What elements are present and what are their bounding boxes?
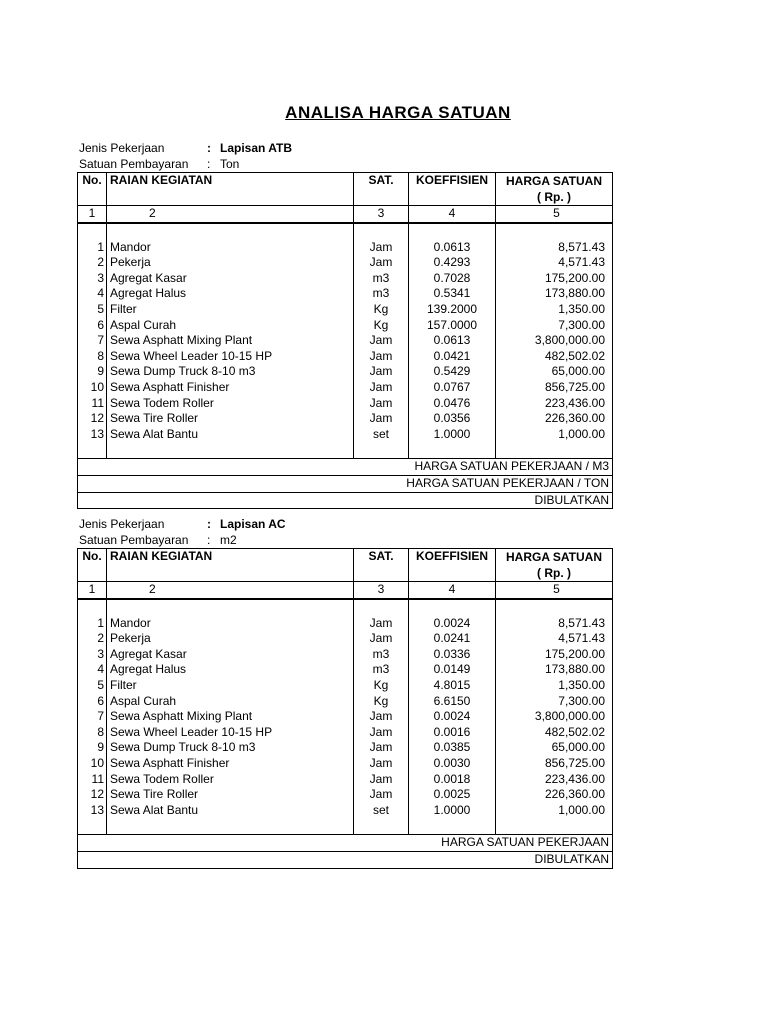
column-number: 2 — [107, 206, 354, 223]
row-harga: 3,800,000.00 — [496, 333, 613, 349]
row-sat: m3 — [354, 286, 409, 302]
summary-label: HARGA SATUAN PEKERJAAN / M3 — [78, 459, 613, 476]
section-ac — [77, 516, 609, 869]
table-row — [78, 678, 613, 694]
row-no: 8 — [78, 349, 107, 365]
row-koefisien: 4.8015 — [409, 678, 496, 694]
header-uraian: RAIAN KEGIATAN — [107, 549, 354, 582]
row-koefisien: 0.5429 — [409, 364, 496, 380]
row-no: 9 — [78, 364, 107, 380]
row-harga: 7,300.00 — [496, 694, 613, 710]
page-title: ANALISA HARGA SATUAN — [285, 103, 511, 122]
header-sat: SAT. — [354, 173, 409, 206]
analysis-table — [77, 172, 613, 509]
satuan-pembayaran-label: Satuan Pembayaran — [79, 533, 189, 547]
row-sat: Kg — [354, 678, 409, 694]
table-row — [78, 709, 613, 725]
table-row — [78, 411, 613, 427]
jenis-pekerjaan-value: Lapisan AC — [220, 517, 286, 531]
row-koefisien: 0.0336 — [409, 647, 496, 663]
row-uraian: Mandor — [107, 240, 354, 256]
satuan-pembayaran-value: m2 — [220, 533, 237, 547]
row-koefisien: 0.0024 — [409, 616, 496, 632]
row-uraian: Pekerja — [107, 631, 354, 647]
table-row — [78, 302, 613, 318]
row-uraian: Agregat Kasar — [107, 647, 354, 663]
row-sat: Jam — [354, 725, 409, 741]
row-sat: Jam — [354, 772, 409, 788]
row-no: 13 — [78, 803, 107, 819]
header-no: No. — [78, 549, 107, 582]
row-uraian: Mandor — [107, 616, 354, 632]
row-sat: Jam — [354, 364, 409, 380]
row-harga: 173,880.00 — [496, 662, 613, 678]
row-harga: 65,000.00 — [496, 364, 613, 380]
row-koefisien: 0.0767 — [409, 380, 496, 396]
summary-row — [78, 475, 613, 492]
header-no: No. — [78, 173, 107, 206]
row-no: 10 — [78, 380, 107, 396]
row-sat: Kg — [354, 318, 409, 334]
row-sat: Kg — [354, 302, 409, 318]
row-koefisien: 1.0000 — [409, 803, 496, 819]
row-sat: Jam — [354, 411, 409, 427]
column-number: 5 — [496, 206, 613, 223]
row-koefisien: 0.0030 — [409, 756, 496, 772]
row-no: 3 — [78, 647, 107, 663]
analysis-table — [77, 548, 613, 869]
row-harga: 8,571.43 — [496, 240, 613, 256]
row-koefisien: 0.0025 — [409, 787, 496, 803]
row-uraian: Sewa Tire Roller — [107, 787, 354, 803]
table-row — [78, 772, 613, 788]
summary-row — [78, 459, 613, 476]
table-row — [78, 631, 613, 647]
row-no: 2 — [78, 255, 107, 271]
row-sat: Kg — [354, 694, 409, 710]
table-row — [78, 616, 613, 632]
column-number: 1 — [78, 582, 107, 599]
row-sat: m3 — [354, 647, 409, 663]
row-harga: 7,300.00 — [496, 318, 613, 334]
row-koefisien: 0.0476 — [409, 396, 496, 412]
table-row — [78, 271, 613, 287]
satuan-pembayaran-colon: : — [207, 157, 211, 171]
row-harga: 856,725.00 — [496, 756, 613, 772]
column-number: 3 — [354, 206, 409, 223]
row-no: 7 — [78, 333, 107, 349]
row-harga: 3,800,000.00 — [496, 709, 613, 725]
table-row — [78, 364, 613, 380]
row-koefisien: 0.4293 — [409, 255, 496, 271]
table-row — [78, 787, 613, 803]
summary-row — [78, 492, 613, 509]
row-harga: 226,360.00 — [496, 411, 613, 427]
row-sat: Jam — [354, 631, 409, 647]
column-number-row — [78, 582, 613, 599]
row-koefisien: 0.0613 — [409, 240, 496, 256]
row-uraian: Sewa Asphatt Finisher — [107, 380, 354, 396]
row-sat: Jam — [354, 240, 409, 256]
row-uraian: Agregat Kasar — [107, 271, 354, 287]
table-row — [78, 694, 613, 710]
section-atb — [77, 140, 609, 509]
row-koefisien: 0.0016 — [409, 725, 496, 741]
table-row — [78, 740, 613, 756]
row-uraian: Aspal Curah — [107, 694, 354, 710]
row-no: 4 — [78, 286, 107, 302]
row-uraian: Sewa Asphatt Mixing Plant — [107, 709, 354, 725]
column-number-row — [78, 206, 613, 223]
summary-label: DIBULATKAN — [78, 492, 613, 509]
row-no: 6 — [78, 694, 107, 710]
row-harga: 175,200.00 — [496, 647, 613, 663]
summary-row — [78, 851, 613, 868]
row-harga: 1,000.00 — [496, 803, 613, 819]
row-harga: 856,725.00 — [496, 380, 613, 396]
row-koefisien: 0.0018 — [409, 772, 496, 788]
row-harga: 173,880.00 — [496, 286, 613, 302]
row-sat: m3 — [354, 662, 409, 678]
header-uraian: RAIAN KEGIATAN — [107, 173, 354, 206]
row-uraian: Pekerja — [107, 255, 354, 271]
row-no: 12 — [78, 787, 107, 803]
row-no: 3 — [78, 271, 107, 287]
table-header — [78, 549, 613, 582]
row-no: 8 — [78, 725, 107, 741]
row-no: 12 — [78, 411, 107, 427]
row-sat: set — [354, 427, 409, 443]
summary-label: HARGA SATUAN PEKERJAAN / TON — [78, 475, 613, 492]
table-row — [78, 803, 613, 819]
satuan-pembayaran-value: Ton — [220, 157, 240, 171]
column-number: 2 — [107, 582, 354, 599]
row-harga: 482,502.02 — [496, 725, 613, 741]
row-no: 2 — [78, 631, 107, 647]
row-sat: Jam — [354, 380, 409, 396]
row-harga: 1,000.00 — [496, 427, 613, 443]
row-uraian: Filter — [107, 678, 354, 694]
row-no: 7 — [78, 709, 107, 725]
row-koefisien: 0.0421 — [409, 349, 496, 365]
row-sat: Jam — [354, 787, 409, 803]
row-no: 5 — [78, 302, 107, 318]
row-sat: Jam — [354, 349, 409, 365]
summary-label: DIBULATKAN — [78, 851, 613, 868]
row-harga: 4,571.43 — [496, 255, 613, 271]
row-uraian: Sewa Todem Roller — [107, 772, 354, 788]
row-koefisien: 0.0241 — [409, 631, 496, 647]
header-sat: SAT. — [354, 549, 409, 582]
row-no: 11 — [78, 396, 107, 412]
row-koefisien: 0.5341 — [409, 286, 496, 302]
row-koefisien: 157.0000 — [409, 318, 496, 334]
jenis-pekerjaan-label: Jenis Pekerjaan — [79, 141, 165, 155]
row-koefisien: 0.7028 — [409, 271, 496, 287]
row-koefisien: 0.0385 — [409, 740, 496, 756]
row-sat: Jam — [354, 740, 409, 756]
column-number: 5 — [496, 582, 613, 599]
row-no: 1 — [78, 240, 107, 256]
row-harga: 65,000.00 — [496, 740, 613, 756]
column-number: 4 — [409, 582, 496, 599]
row-harga: 223,436.00 — [496, 396, 613, 412]
table-row — [78, 756, 613, 772]
row-no: 9 — [78, 740, 107, 756]
row-sat: m3 — [354, 271, 409, 287]
summary-label: HARGA SATUAN PEKERJAAN — [78, 835, 613, 852]
row-uraian: Agregat Halus — [107, 662, 354, 678]
table-row — [78, 318, 613, 334]
row-sat: Jam — [354, 396, 409, 412]
header-harga-line1: HARGA SATUAN — [506, 174, 602, 188]
row-uraian: Sewa Tire Roller — [107, 411, 354, 427]
satuan-pembayaran-row — [77, 156, 597, 172]
satuan-pembayaran-label: Satuan Pembayaran — [79, 157, 189, 171]
row-koefisien: 0.0024 — [409, 709, 496, 725]
table-row — [78, 380, 613, 396]
header-koefisien: KOEFFISIEN — [409, 173, 496, 206]
jenis-pekerjaan-value: Lapisan ATB — [220, 141, 293, 155]
jenis-pekerjaan-colon: : — [207, 141, 211, 155]
row-koefisien: 1.0000 — [409, 427, 496, 443]
table-header — [78, 173, 613, 206]
row-sat: Jam — [354, 709, 409, 725]
column-number: 3 — [354, 582, 409, 599]
row-koefisien: 0.0356 — [409, 411, 496, 427]
row-uraian: Sewa Todem Roller — [107, 396, 354, 412]
row-uraian: Sewa Asphatt Mixing Plant — [107, 333, 354, 349]
table-row — [78, 725, 613, 741]
header-harga-line2: ( Rp. ) — [537, 190, 571, 204]
row-uraian: Sewa Dump Truck 8-10 m3 — [107, 364, 354, 380]
row-sat: Jam — [354, 255, 409, 271]
row-koefisien: 0.0149 — [409, 662, 496, 678]
row-harga: 482,502.02 — [496, 349, 613, 365]
header-harga-satuan — [496, 173, 613, 206]
header-harga-line1: HARGA SATUAN — [506, 550, 602, 564]
row-harga: 1,350.00 — [496, 678, 613, 694]
row-uraian: Filter — [107, 302, 354, 318]
table-row — [78, 662, 613, 678]
satuan-pembayaran-row — [77, 532, 597, 548]
row-harga: 223,436.00 — [496, 772, 613, 788]
table-row — [78, 396, 613, 412]
row-no: 4 — [78, 662, 107, 678]
row-uraian: Sewa Wheel Leader 10-15 HP — [107, 725, 354, 741]
row-koefisien: 0.0613 — [409, 333, 496, 349]
row-uraian: Sewa Alat Bantu — [107, 427, 354, 443]
jenis-pekerjaan-row — [77, 516, 597, 532]
jenis-pekerjaan-label: Jenis Pekerjaan — [79, 517, 165, 531]
row-uraian: Agregat Halus — [107, 286, 354, 302]
table-row — [78, 647, 613, 663]
row-harga: 8,571.43 — [496, 616, 613, 632]
table-row — [78, 349, 613, 365]
column-number: 1 — [78, 206, 107, 223]
row-sat: set — [354, 803, 409, 819]
row-harga: 1,350.00 — [496, 302, 613, 318]
row-harga: 4,571.43 — [496, 631, 613, 647]
table-row — [78, 240, 613, 256]
row-uraian: Sewa Wheel Leader 10-15 HP — [107, 349, 354, 365]
jenis-pekerjaan-colon: : — [207, 517, 211, 531]
row-koefisien: 6.6150 — [409, 694, 496, 710]
table-row — [78, 427, 613, 443]
table-row — [78, 333, 613, 349]
row-no: 6 — [78, 318, 107, 334]
summary-row — [78, 835, 613, 852]
row-sat: Jam — [354, 756, 409, 772]
row-uraian: Sewa Dump Truck 8-10 m3 — [107, 740, 354, 756]
row-harga: 175,200.00 — [496, 271, 613, 287]
header-koefisien: KOEFFISIEN — [409, 549, 496, 582]
satuan-pembayaran-colon: : — [207, 533, 211, 547]
row-uraian: Aspal Curah — [107, 318, 354, 334]
row-no: 10 — [78, 756, 107, 772]
row-koefisien: 139.2000 — [409, 302, 496, 318]
row-no: 13 — [78, 427, 107, 443]
row-sat: Jam — [354, 616, 409, 632]
row-harga: 226,360.00 — [496, 787, 613, 803]
header-harga-line2: ( Rp. ) — [537, 566, 571, 580]
column-number: 4 — [409, 206, 496, 223]
row-no: 1 — [78, 616, 107, 632]
jenis-pekerjaan-row — [77, 140, 597, 156]
table-row — [78, 286, 613, 302]
header-harga-satuan — [496, 549, 613, 582]
table-row — [78, 255, 613, 271]
row-no: 11 — [78, 772, 107, 788]
row-uraian: Sewa Asphatt Finisher — [107, 756, 354, 772]
row-no: 5 — [78, 678, 107, 694]
row-sat: Jam — [354, 333, 409, 349]
row-uraian: Sewa Alat Bantu — [107, 803, 354, 819]
